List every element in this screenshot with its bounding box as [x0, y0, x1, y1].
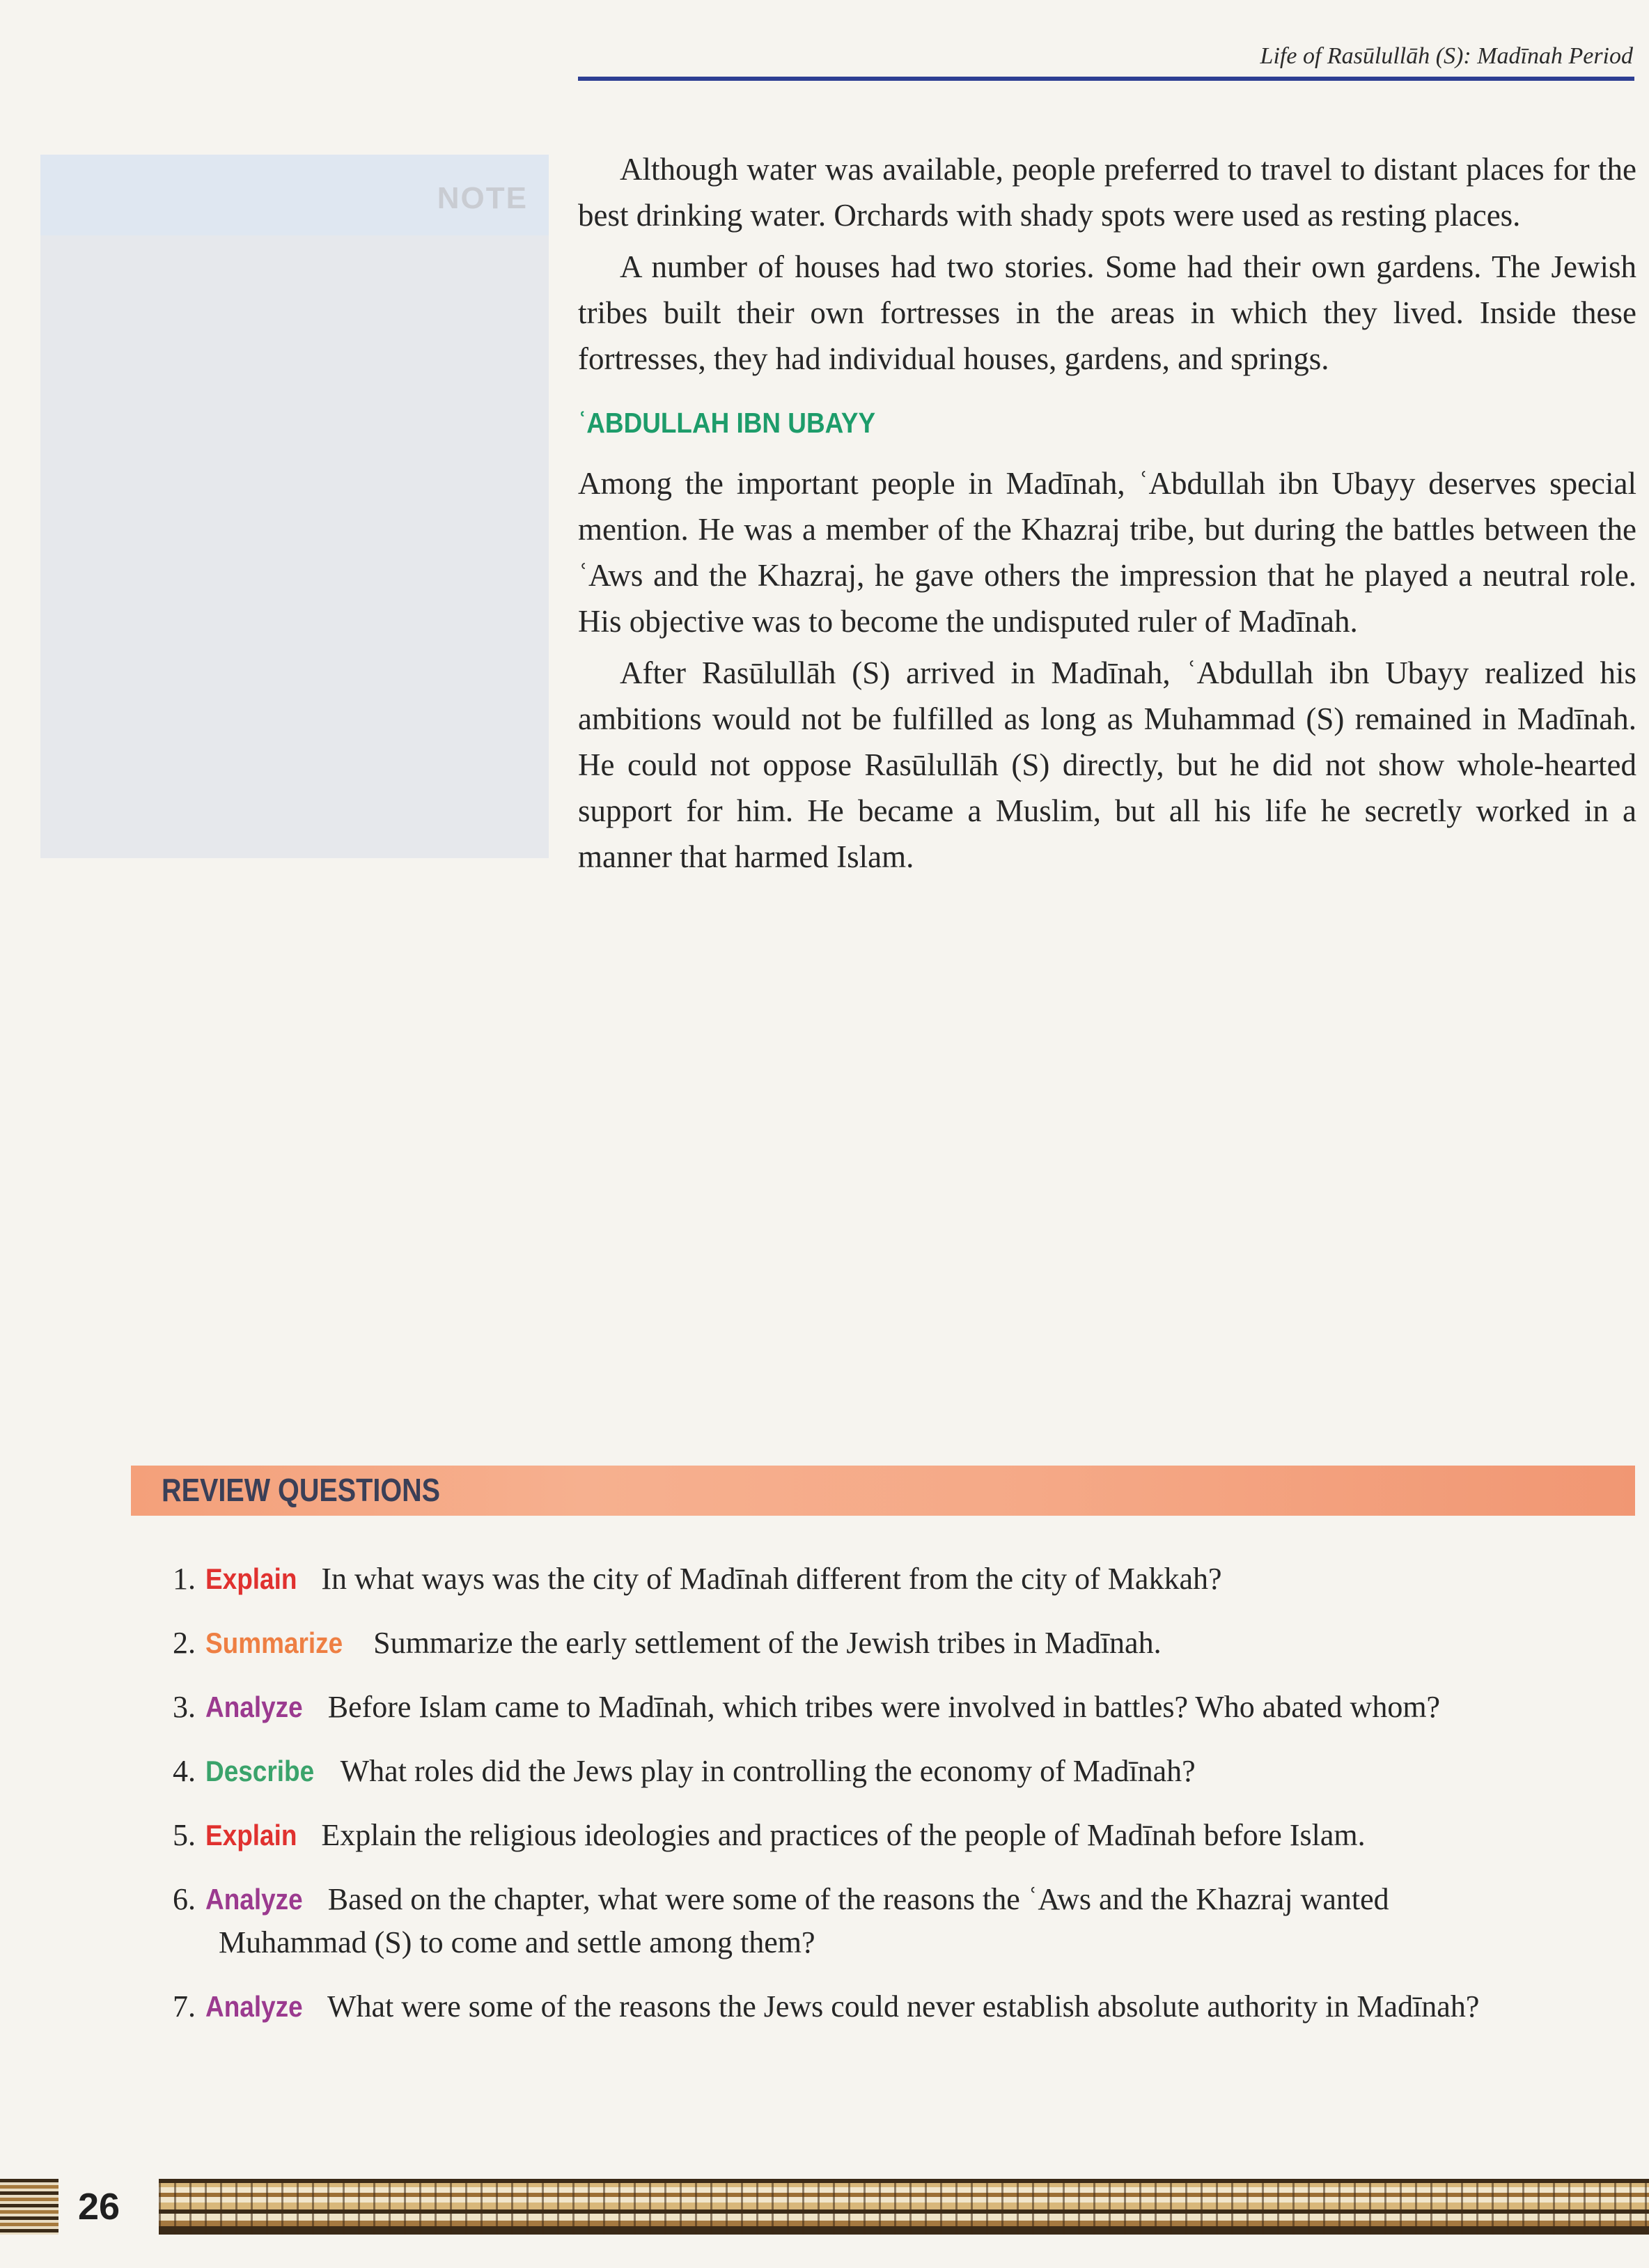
question-text: What were some of the reasons the Jews could never establish absolute authority in Madīnah? — [327, 1989, 1480, 2024]
paragraph-ibn-ubayy-intro: Among the important people in Madīnah, ʿAbdullah ibn Ubayy deserves special mention. He was a member of the Khazraj tribe, but during the battles between the ʿAws and the Khazraj, he gave others the impression that he played a neutral role. His objective was to become the undisputed ruler of Madīnah. — [578, 466, 1636, 639]
review-question — [173, 1750, 1621, 1793]
review-title: REVIEW QUESTIONS — [162, 1472, 441, 1508]
header-rule — [578, 77, 1634, 81]
note-sidebar — [40, 155, 549, 858]
paragraph-water: Although water was available, people preferred to travel to distant places for the best drinking water. Orchards with shady spots were used as resting places. — [578, 152, 1636, 233]
paragraph-ibn-ubayy-after: After Rasūlullāh (S) arrived in Madīnah, ʿAbdullah ibn Ubayy realized his ambitions would not be fulfilled as long as Muhammad (S) remained in Madīnah. He could not oppose Rasūlullāh (S) directly, but he did not show whole-hearted support for him. He became a Muslim, but all his life he secretly worked in a manner that harmed Islam. — [578, 655, 1636, 874]
review-question — [173, 1878, 1621, 1964]
question-text: Explain the religious ideologies and practices of the people of Madīnah before Islam. — [321, 1818, 1366, 1852]
running-title: Life of Rasūlullāh (S): Madīnah Period — [1260, 43, 1633, 69]
question-number: 7. — [173, 1989, 196, 2024]
review-question — [173, 1686, 1621, 1729]
review-question — [173, 1814, 1621, 1857]
paragraph-houses: A number of houses had two stories. Some had their own gardens. The Jewish tribes built their own fortresses in the areas in which they lived. Inside these fortresses, they had individual houses, gardens, and springs. — [578, 249, 1636, 376]
question-number: 1. — [173, 1562, 196, 1596]
question-verb: Explain — [205, 1562, 297, 1595]
question-number: 3. — [173, 1690, 196, 1724]
question-verb: Explain — [205, 1819, 297, 1851]
question-text: Based on the chapter, what were some of the reasons the ʿAws and the Khazraj wanted — [327, 1882, 1389, 1916]
question-text: In what ways was the city of Madīnah different from the city of Makkah? — [321, 1562, 1222, 1596]
page-number: 26 — [78, 2186, 120, 2228]
question-verb: Describe — [205, 1755, 315, 1787]
review-question — [173, 1558, 1621, 1601]
question-number: 6. — [173, 1882, 196, 1916]
section-heading: ʿABDULLAH IBN UBAYY — [578, 407, 876, 439]
question-verb: Analyze — [205, 1691, 303, 1723]
question-number: 2. — [173, 1626, 196, 1660]
question-verb: Analyze — [205, 1883, 303, 1916]
review-question — [173, 1985, 1621, 2028]
note-label: NOTE — [40, 155, 549, 235]
main-text — [578, 146, 1636, 880]
question-text: Summarize the early settlement of the Jewish tribes in Madīnah. — [373, 1626, 1162, 1660]
review-question — [173, 1622, 1621, 1665]
question-number: 4. — [173, 1754, 196, 1788]
question-number: 5. — [173, 1818, 196, 1852]
footer-ornament-right — [159, 2179, 1649, 2235]
question-verb: Analyze — [205, 1990, 303, 2023]
footer-ornament-left — [0, 2179, 58, 2235]
question-text: What roles did the Jews play in controlling the economy of Madīnah? — [340, 1754, 1196, 1788]
question-text: Before Islam came to Madīnah, which tribes were involved in battles? Who abated whom? — [327, 1690, 1441, 1724]
review-question-list — [173, 1558, 1621, 2049]
question-verb: Summarize — [205, 1626, 343, 1659]
question-text-continued: Muhammad (S) to come and settle among them? — [219, 1925, 815, 1959]
